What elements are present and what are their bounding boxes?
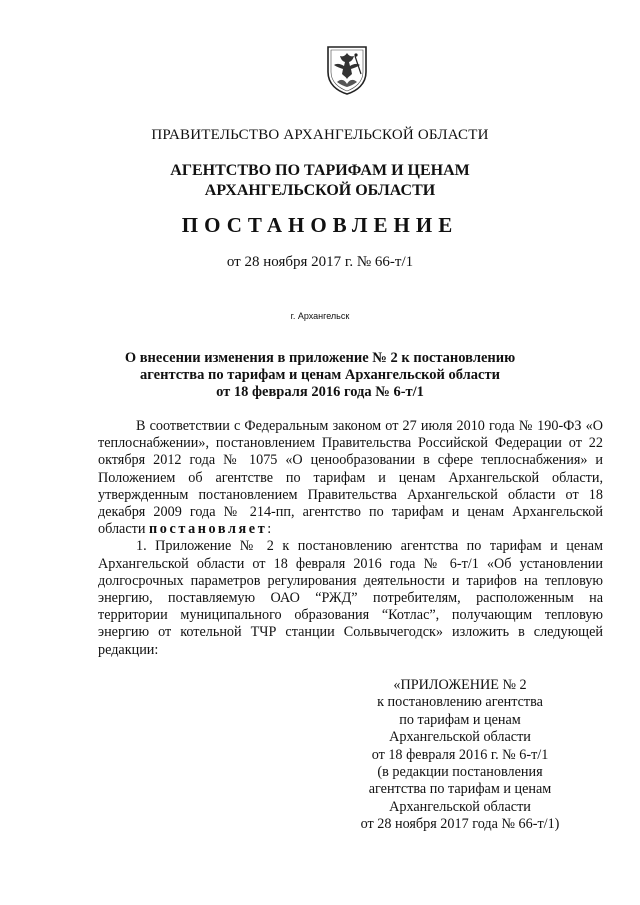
item-1-paragraph: 1. Приложение № 2 к постановлению агентства по тарифам и ценам Архангельской области от 18 февраля 2016 года № 6-т/1 «Об установлении долгосрочных параметров регулирования деятельности и тарифов на тепловую энергию, поставляемую ОАО “РЖД” потребителям, расположенным на территории муниципального образования “Котлас”, получающим тепловую энергию от котельной ТЧР станции Сольвычегодск» изложить в следующей редакции: — [98, 538, 603, 658]
appendix-line: по тарифам и ценам — [399, 711, 521, 728]
appendix-line: к постановлению агентства — [377, 694, 543, 711]
document-city: г. Архангельск — [290, 311, 350, 321]
coat-of-arms-icon — [325, 44, 369, 96]
agency-name-line2: АРХАНГЕЛЬСКОЙ ОБЛАСТИ — [204, 182, 436, 199]
agency-name-line1: АГЕНТСТВО ПО ТАРИФАМ И ЦЕНАМ — [170, 162, 470, 179]
agency-name — [0, 161, 640, 201]
appendix-line: Архангельской области — [389, 729, 531, 746]
document-body — [98, 418, 603, 659]
appendix-line: Архангельской области — [389, 798, 531, 815]
subject-line3: от 18 февраля 2016 года № 6-т/1 — [216, 384, 424, 400]
appendix-line: (в редакции постановления — [377, 764, 543, 781]
government-name: ПРАВИТЕЛЬСТВО АРХАНГЕЛЬСКОЙ ОБЛАСТИ — [151, 127, 489, 143]
document-subject — [0, 350, 640, 401]
resolves-colon: : — [267, 521, 272, 538]
appendix-line: «ПРИЛОЖЕНИЕ № 2 — [393, 677, 527, 693]
document-date-number: от 28 ноября 2017 г. № 66-т/1 — [226, 254, 414, 270]
appendix-line: от 28 ноября 2017 года № 66-т/1) — [360, 816, 560, 833]
subject-line2: агентства по тарифам и ценам Архангельской области — [140, 367, 500, 383]
appendix-line: от 18 февраля 2016 г. № 6-т/1 — [371, 746, 549, 763]
preamble-text: В соответствии с Федеральным законом от 27 июля 2010 года № 190-ФЗ «О теплоснабжении», постановлением Правительства Российской Федерации от 22 октября 2012 года № 1075 «О ценообразовании в сфере теплоснабжения» и Положением об агентстве по тарифам и ценам Архангельской области, утвержденным постановлением Правительства Архангельской области от 18 декабря 2009 года № 214-пп, агентство по тарифам и ценам Архангельской области — [98, 418, 603, 538]
preamble-paragraph — [98, 418, 603, 538]
appendix-line: агентства по тарифам и ценам — [368, 781, 552, 798]
resolves-word: постановляет — [148, 521, 268, 538]
document-type-title: ПОСТАНОВЛЕНИЕ — [181, 213, 459, 237]
subject-line1: О внесении изменения в приложение № 2 к постановлению — [124, 350, 516, 366]
appendix-header — [330, 677, 590, 834]
